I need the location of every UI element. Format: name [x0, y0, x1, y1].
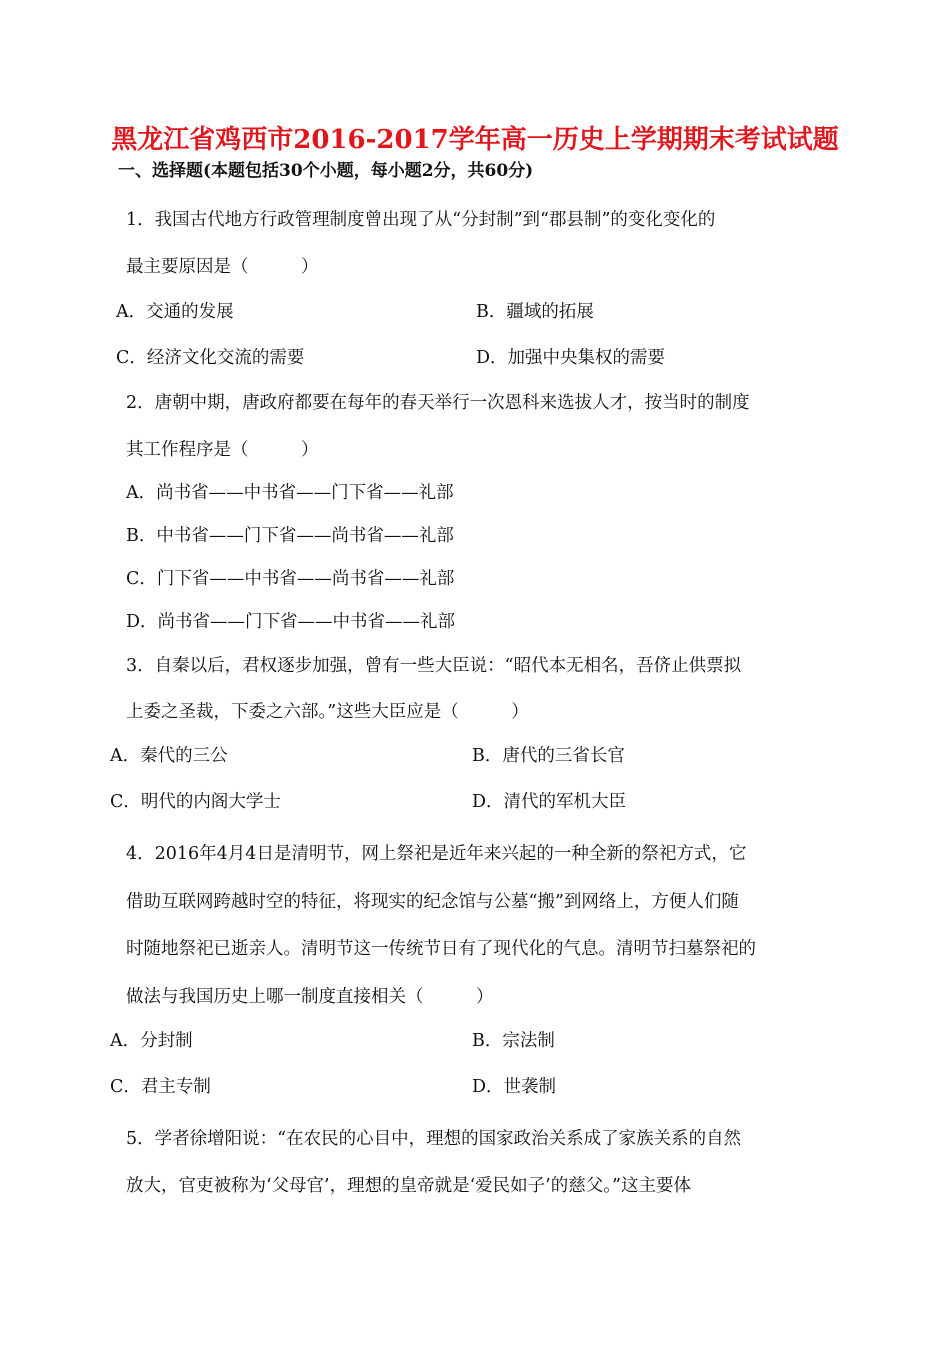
document-title: 黑龙江省鸡西市2016-2017学年高一历史上学期期末考试试题	[111, 125, 839, 155]
question-2-option-b: B．中书省——门下省——尚书省——礼部	[126, 526, 454, 546]
question-3-line-2: 上委之圣裁，下委之六部。”这些大臣应是（ ）	[126, 702, 529, 722]
question-3-option-c: C．明代的内阁大学士	[110, 792, 281, 812]
question-5-line-2: 放大，官吏被称为‘父母官’，理想的皇帝就是‘爱民如子’的慈父。”这主要体	[126, 1176, 691, 1196]
question-3-option-b: B．唐代的三省长官	[472, 746, 625, 766]
question-4-option-a: A．分封制	[110, 1031, 193, 1051]
question-1-option-c: C．经济文化交流的需要	[116, 348, 305, 368]
question-2-option-a: A．尚书省——中书省——门下省——礼部	[126, 483, 454, 503]
question-1-line-2: 最主要原因是（ ）	[126, 257, 319, 277]
question-5-line-1: 5．学者徐增阳说：“在农民的心目中，理想的国家政治关系成了家族关系的自然	[126, 1129, 742, 1149]
question-4-option-c: C．君主专制	[110, 1077, 211, 1097]
question-3-option-a: A．秦代的三公	[110, 746, 228, 766]
question-3-option-d: D．清代的军机大臣	[472, 792, 627, 812]
question-2-line-2: 其工作程序是（ ）	[126, 440, 319, 460]
question-2-option-c: C．门下省——中书省——尚书省——礼部	[126, 569, 455, 589]
question-4-line-4: 做法与我国历史上哪一制度直接相关（ ）	[126, 987, 494, 1007]
question-1-option-d: D．加强中央集权的需要	[476, 348, 666, 368]
question-1-line-1: 1．我国古代地方行政管理制度曾出现了从“分封制”到“郡县制”的变化变化的	[126, 210, 716, 230]
question-1-option-b: B．疆域的拓展	[476, 302, 594, 322]
question-3-line-1: 3．自秦以后，君权逐步加强，曾有一些大臣说：“昭代本无相名，吾侪止供票拟	[126, 656, 742, 676]
question-4-line-2: 借助互联网跨越时空的特征，将现实的纪念馆与公墓“搬”到网络上，方便人们随	[126, 892, 739, 912]
question-4-option-d: D．世袭制	[472, 1077, 557, 1097]
question-4-line-1: 4．2016年4月4日是清明节，网上祭祀是近年来兴起的一种全新的祭祀方式，它	[126, 844, 747, 864]
question-2-line-1: 2．唐朝中期，唐政府都要在每年的春天举行一次恩科来选拔人才，按当时的制度	[126, 393, 750, 413]
question-1-option-a: A．交通的发展	[116, 302, 234, 322]
question-2-option-d: D．尚书省——门下省——中书省——礼部	[126, 612, 456, 632]
question-4-line-3: 时随地祭祀已逝亲人。清明节这一传统节日有了现代化的气息。清明节扫墓祭祀的	[126, 939, 756, 959]
question-4-option-b: B．宗法制	[472, 1031, 555, 1051]
section-heading: 一、选择题(本题包括30个小题，每小题2分，共60分)	[118, 161, 534, 181]
